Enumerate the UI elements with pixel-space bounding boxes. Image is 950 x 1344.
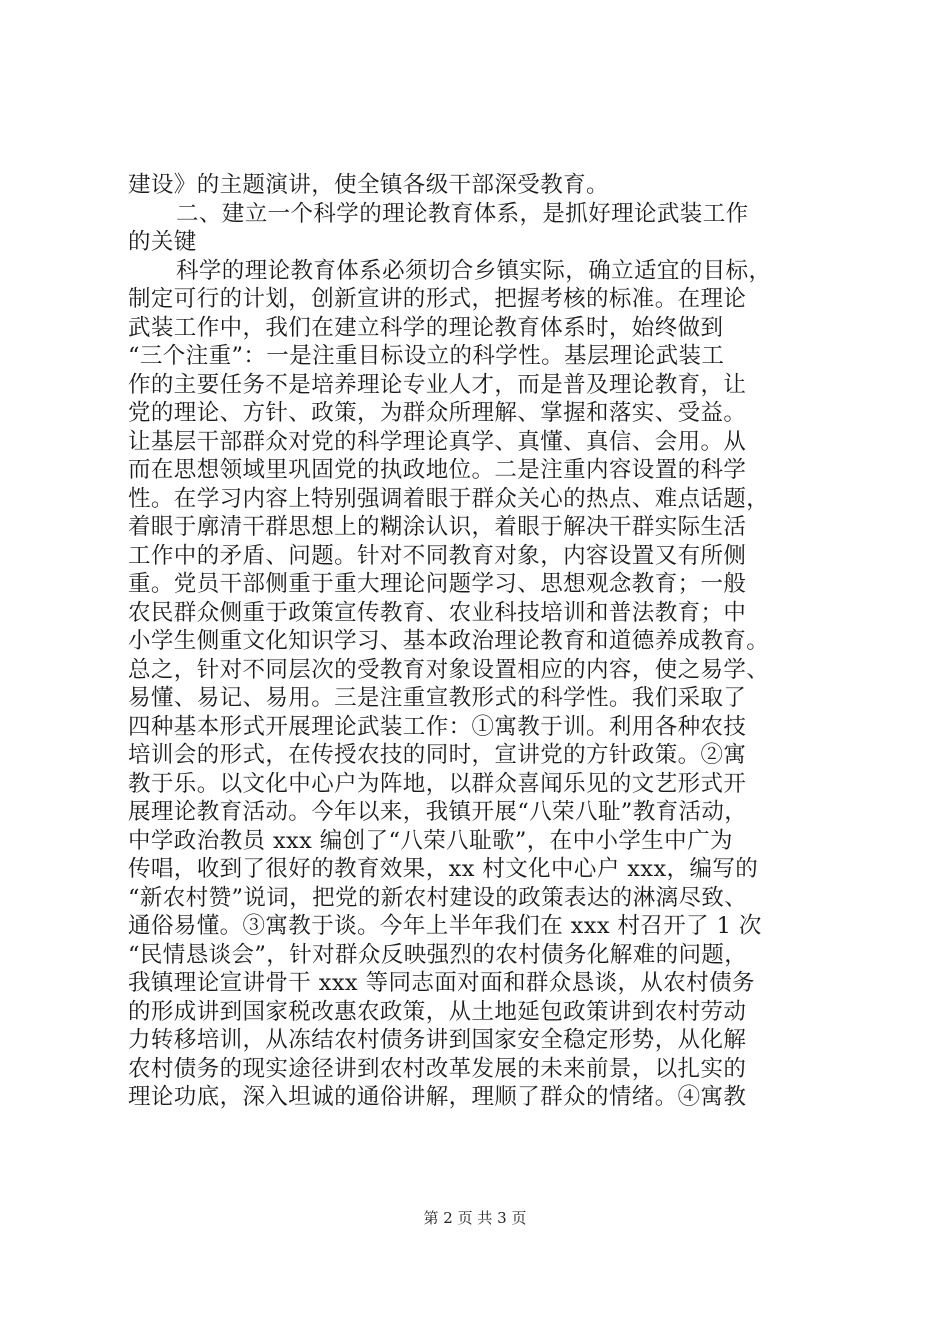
text-line: 展理论教育活动。今年以来，我镇开展“八荣八耻”教育活动， (128, 799, 748, 825)
text-line: 中学政治教员 xxx 编创了“八荣八耻歌”，在中小学生中广为 (128, 827, 733, 854)
text-line: 科学的理论教育体系必须切合乡镇实际，确立适宜的目标， (176, 257, 772, 284)
text-line: 力转移培训，从冻结农村债务讲到国家安全稳定形势，从化解 (128, 1027, 747, 1053)
text-line: 作的主要任务不是培养理论专业人才，而是普及理论教育，让 (128, 371, 747, 398)
text-line: 建设》的主题演讲，使全镇各级干部深受教育。 (128, 172, 609, 198)
text-line: 让基层干部群众对党的科学理论真学、真懂、真信、会用。从 (128, 428, 747, 455)
text-line: “新农村赞”说词，把党的新农村建设的政策表达的淋漓尽致、 (128, 884, 748, 911)
text-line: 制定可行的计划，创新宣讲的形式，把握考核的标准。在理论 (128, 286, 747, 312)
text-line: 重。党员干部侧重于重大理论问题学习、思想观念教育；一般 (128, 571, 747, 597)
text-line: 二、建立一个科学的理论教育体系，是抓好理论武装工作 (176, 200, 749, 227)
text-line: 武装工作中，我们在建立科学的理论教育体系时，始终做到 (128, 314, 724, 341)
text-line: 着眼于廓清干群思想上的糊涂认识，着眼于解决干群实际生活 (128, 514, 747, 540)
text-line: 的形成讲到国家税改惠农政策，从土地延包政策讲到农村劳动 (128, 998, 747, 1025)
text-line: 四种基本形式开展理论武装工作：①寓教于训。利用各种农技 (128, 713, 747, 740)
text-line: 教于乐。以文化中心户为阵地，以群众喜闻乐见的文艺形式开 (128, 770, 747, 797)
text-line: “三个注重”：一是注重目标设立的科学性。基层理论武装工 (128, 343, 725, 369)
text-line: 小学生侧重文化知识学习、基本政治理论教育和道德养成教育。 (128, 628, 770, 654)
text-line: 易懂、易记、易用。三是注重宣教形式的科学性。我们采取了 (128, 685, 747, 711)
text-line: 工作中的矛盾、问题。针对不同教育对象，内容设置又有所侧 (128, 542, 747, 569)
document-body (128, 171, 828, 1112)
page-footer: 第 2 页 共 3 页 (423, 1209, 527, 1227)
text-line: 性。在学习内容上特别强调着眼于群众关心的热点、难点话题， (128, 485, 770, 512)
text-line: 传唱，收到了很好的教育效果，xx 村文化中心户 xxx，编写的 (128, 856, 759, 882)
text-line: 通俗易懂。③寓教于谈。今年上半年我们在 xxx 村召开了 1 次 (128, 913, 762, 939)
text-line: “民情恳谈会”，针对群众反映强烈的农村债务化解难的问题， (128, 941, 748, 968)
text-line: 农民群众侧重于政策宣传教育、农业科技培训和普法教育；中 (128, 599, 747, 626)
text-line: 农村债务的现实途径讲到农村改革发展的未来前景，以扎实的 (128, 1055, 747, 1082)
text-line: 的关键 (128, 229, 197, 255)
text-line: 理论功底，深入坦诚的通俗讲解，理顺了群众的情绪。④寓教 (128, 1084, 747, 1110)
text-line: 党的理论、方针、政策，为群众所理解、掌握和落实、受益。 (128, 400, 747, 426)
text-line: 而在思想领域里巩固党的执政地位。二是注重内容设置的科学 (128, 457, 747, 483)
text-line: 我镇理论宣讲骨干 xxx 等同志面对面和群众恳谈，从农村债务 (128, 970, 755, 996)
text-line: 培训会的形式，在传授农技的同时，宣讲党的方针政策。②寓 (128, 742, 747, 768)
text-line: 总之，针对不同层次的受教育对象设置相应的内容，使之易学、 (128, 656, 770, 683)
